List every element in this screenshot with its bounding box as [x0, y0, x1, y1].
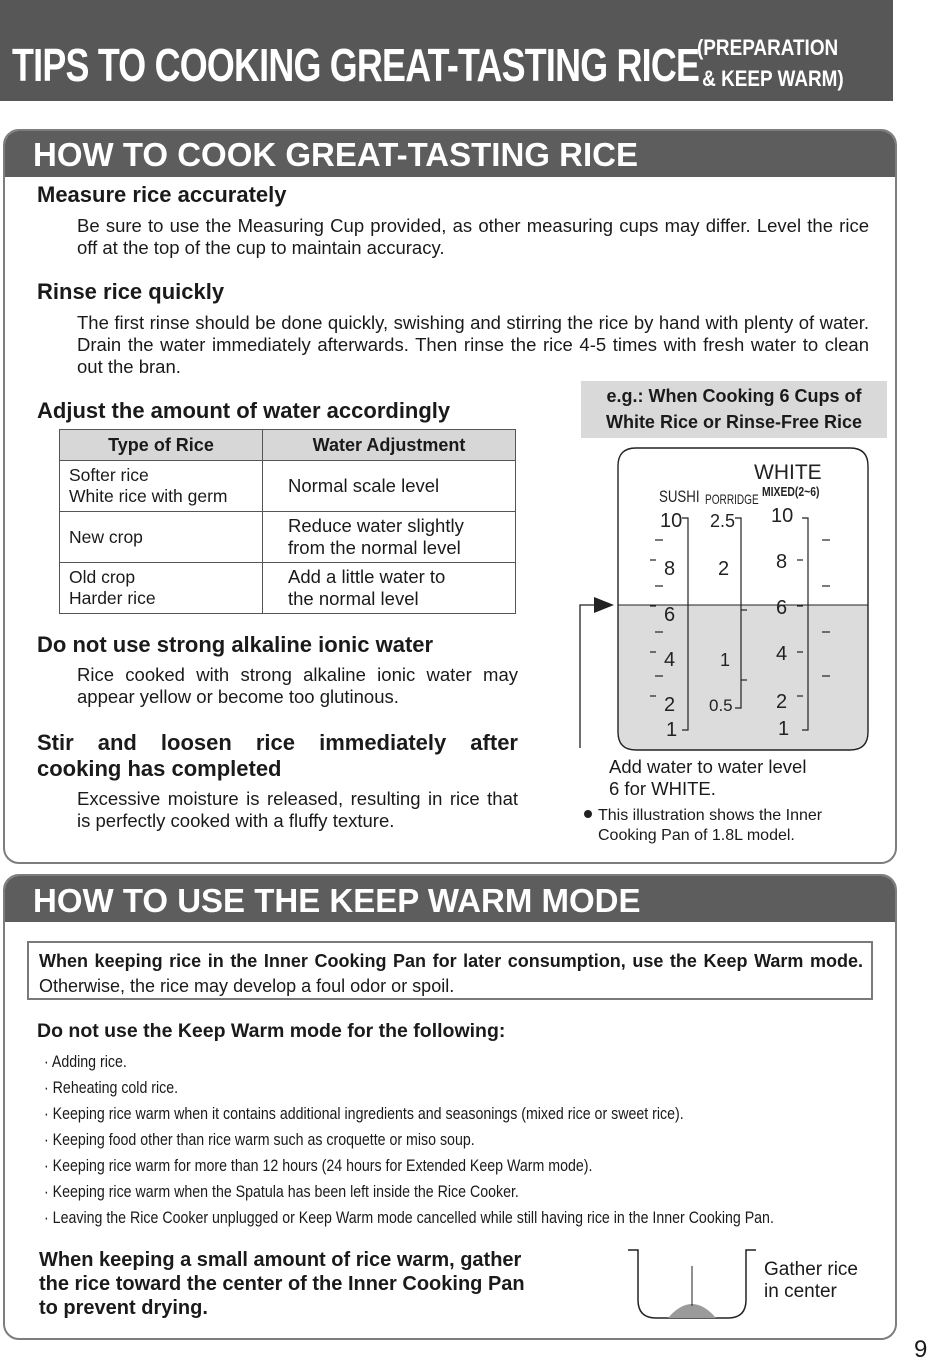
illustration-note — [598, 806, 822, 846]
water-adjustment-table — [59, 429, 516, 614]
keep-warm-notice — [27, 941, 873, 1000]
page-subtitle-line1: (PREPARATION — [697, 35, 839, 60]
white-mark-1: 1 — [778, 718, 790, 740]
tip-alkaline-body: Rice cooked with strong alkaline ionic water may appear yellow or become too glutinous. — [77, 664, 518, 707]
callout-line1: Add water to water level — [609, 756, 807, 777]
example-box-line2: White Rice or Rinse-Free Rice — [605, 412, 863, 432]
table-cell-adjustment: Normal scale level — [263, 461, 516, 512]
page-number: 9 — [914, 1336, 928, 1363]
note-line2: Cooking Pan of 1.8L model. — [598, 827, 795, 844]
cook-section-heading: HOW TO COOK GREAT-TASTING RICE — [5, 131, 895, 177]
scale-label-sushi: SUSHI — [659, 487, 700, 507]
table-row — [60, 512, 516, 563]
gather-rice-label: Gather rice in center — [764, 1259, 858, 1302]
table-cell-type: Softer rice White rice with germ — [60, 461, 263, 512]
callout-text — [609, 756, 806, 800]
list-item: · Leaving the Rice Cooker unplugged or Keep Warm mode cancelled while still having rice in the Inner Cooking Pan. — [44, 1209, 774, 1227]
table-cell-type: New crop — [60, 512, 263, 563]
white-mark-4: 4 — [776, 643, 788, 665]
white-mark-10: 10 — [771, 505, 794, 527]
sushi-mark-10: 10 — [660, 510, 683, 532]
sushi-mark-4: 4 — [664, 649, 676, 671]
example-box-line1: e.g.: When Cooking 6 Cups of — [606, 386, 862, 406]
porridge-mark-2: 2 — [718, 558, 730, 580]
tip-rinse-title: Rinse rice quickly — [37, 279, 225, 304]
white-mark-2: 2 — [776, 691, 788, 713]
bullet-dot-icon — [584, 810, 592, 818]
example-box — [581, 381, 887, 438]
porridge-mark-2.5: 2.5 — [710, 511, 736, 531]
porridge-mark-1: 1 — [720, 650, 731, 670]
tip-stir-title: Stir and loosen rice immediately after cooking has completed — [37, 730, 518, 781]
tip-rinse-body: The first rinse should be done quickly, swishing and stirring the rice by hand with plenty of water. Drain the water immediately afterwards. Then rinse the rice 4-5 times with fresh water to clean out the bran. — [77, 312, 869, 377]
scale-label-porridge: PORRIDGE — [705, 491, 759, 508]
table-cell-adjustment: Add a little water to the normal level — [263, 563, 516, 614]
sushi-mark-1: 1 — [666, 719, 678, 741]
do-not-title: Do not use the Keep Warm mode for the following: — [37, 1020, 506, 1042]
gather-rice-diagram — [622, 1246, 762, 1326]
table-row — [60, 461, 516, 512]
table-row — [60, 563, 516, 614]
notice-bold: When keeping rice in the Inner Cooking Pan for later consumption, use the Keep Warm mode. — [39, 951, 863, 971]
page-subtitle — [697, 32, 844, 94]
table-header-row — [60, 430, 516, 461]
tip-adjust-title: Adjust the amount of water accordingly — [37, 398, 451, 423]
inner-pan-diagram — [570, 440, 880, 770]
scale-label-mixed: MIXED(2~6) — [762, 484, 820, 500]
page-title: TIPS TO COOKING GREAT-TASTING RICE — [12, 39, 700, 91]
tip-measure-title: Measure rice accurately — [37, 182, 287, 207]
tip-measure-body: Be sure to use the Measuring Cup provided, as other measuring cups may differ. Level the rice off at the top of the cup to maintain accuracy. — [77, 215, 869, 258]
sushi-mark-2: 2 — [664, 694, 676, 716]
callout-line2: 6 for WHITE. — [609, 778, 716, 799]
list-item: · Keeping rice warm when it contains additional ingredients and seasonings (mixed rice or sweet rice). — [44, 1105, 684, 1123]
list-item: · Adding rice. — [44, 1053, 127, 1071]
table-header-adjustment: Water Adjustment — [263, 430, 516, 461]
table-header-type: Type of Rice — [60, 430, 263, 461]
conditions-list — [44, 1053, 893, 1235]
warm-section-heading: HOW TO USE THE KEEP WARM MODE — [5, 876, 895, 922]
list-item: · Reheating cold rice. — [44, 1079, 179, 1097]
white-mark-6: 6 — [776, 597, 788, 619]
list-item: · Keeping rice warm when the Spatula has been left inside the Rice Cooker. — [44, 1183, 519, 1201]
white-mark-8: 8 — [776, 551, 788, 573]
table-cell-type: Old crop Harder rice — [60, 563, 263, 614]
note-line1: This illustration shows the Inner — [598, 807, 823, 824]
notice-rest: Otherwise, the rice may develop a foul odor or spoil. — [39, 976, 455, 996]
porridge-mark-0.5: 0.5 — [709, 696, 733, 715]
tip-stir-body: Excessive moisture is released, resulting in rice that is perfectly cooked with a fluffy texture. — [77, 788, 518, 831]
table-cell-adjustment: Reduce water slightly from the normal level — [263, 512, 516, 563]
small-amount-tip: When keeping a small amount of rice warm, gather the rice toward the center of the Inner Cooking Pan to prevent drying. — [39, 1249, 525, 1319]
page-subtitle-line2: & KEEP WARM) — [702, 66, 844, 91]
scale-label-white: WHITE — [754, 461, 822, 484]
list-item: · Keeping food other than rice warm such as croquette or miso soup. — [44, 1131, 475, 1149]
sushi-mark-8: 8 — [664, 558, 676, 580]
tip-alkaline-title: Do not use strong alkaline ionic water — [37, 632, 434, 657]
list-item: · Keeping rice warm for more than 12 hours (24 hours for Extended Keep Warm mode). — [44, 1157, 593, 1175]
sushi-mark-6: 6 — [664, 604, 676, 626]
